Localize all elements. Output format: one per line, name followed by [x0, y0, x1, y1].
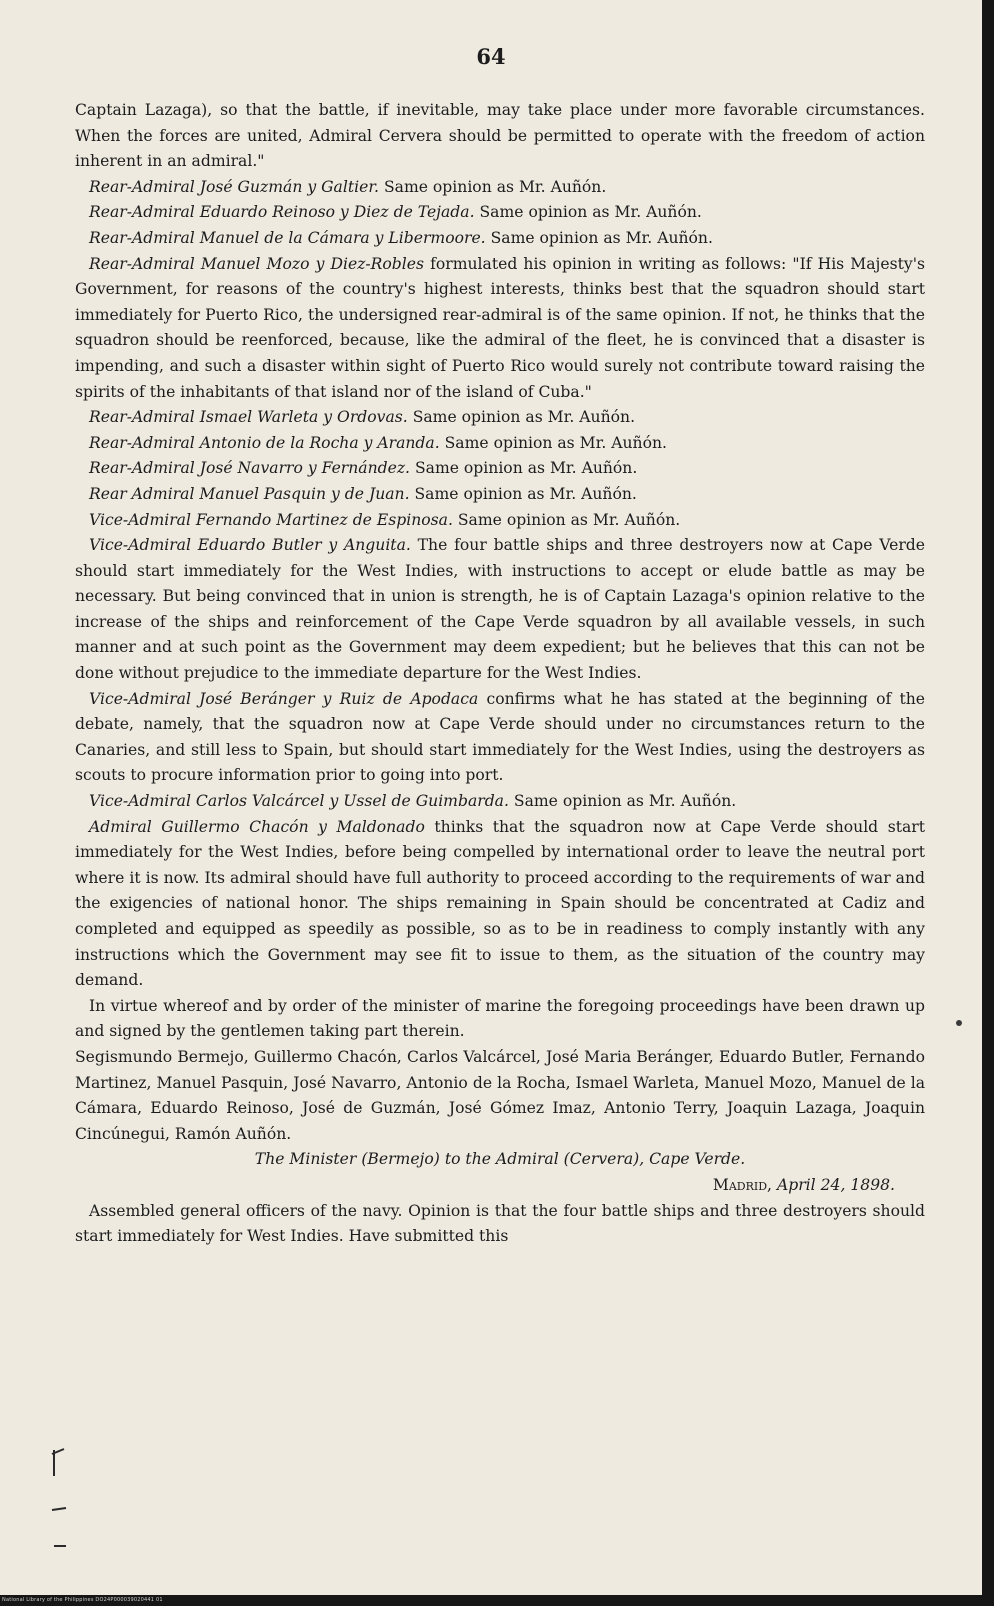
opinion-camara	[75, 226, 925, 252]
opinion-martinez	[75, 508, 925, 534]
officer-name: Vice-Admiral Eduardo Butler y Anguita.	[89, 536, 411, 555]
opinion-text: thinks that the squadron now at Cape Verde should start immediately for the West Indies, before being compelled by international order to leave the neutral port where it is now. Its admiral should have full authority to proceed according to the requirements of war and the exigencies of national honor. The ships remaining in Spain should be concentrated at Cadiz and completed and equipped as speedily as possible, so as to be in readiness to comply instantly with any instructions which the Government may see fit to issue to them, as the situation of the country may demand.	[75, 817, 925, 990]
officer-name: Rear Admiral Manuel Pasquin y de Juan.	[89, 484, 410, 503]
opinion-text: formulated his opinion in writing as follows: "If His Majesty's Government, for reasons of the country's highest interests, thinks best that the squadron should start immediately for Puerto Rico, the undersigned rear-admiral is of the same opinion. If not, he thinks that the squadron should be reenforced, because, like the admiral of the fleet, he is convinced that a disaster is impending, and such a disaster within sight of Puerto Rico would surely not contribute toward raising the spirits of the inhabitants of that island nor of the island of Cuba."	[75, 254, 925, 401]
opinion-text: Same opinion as Mr. Auñón.	[474, 203, 702, 222]
opinion-text: confirms what he has stated at the beginning of the debate, namely, that the squadron now at Cape Verde should under no circumstances return to the Canaries, and still less to Spain, but should start immediately for the West Indies, using the destroyers as scouts to procure information prior to going into port.	[75, 689, 925, 785]
officer-name: Rear-Admiral Ismael Warleta y Ordovas.	[89, 408, 408, 427]
opinion-reinoso	[75, 200, 925, 226]
opinion-text: Same opinion as Mr. Auñón.	[452, 510, 681, 529]
scan-speck	[956, 1020, 962, 1026]
opinion-butler	[75, 533, 925, 687]
opinion-navarro	[75, 456, 925, 482]
signature-list: Segismundo Bermejo, Guillermo Chacón, Carlos Valcárcel, José Maria Beránger, Eduardo Butler, Fernando Martinez, Manuel Pasquin, José Navarro, Antonio de la Rocha, Ismael Warleta, Manuel Mozo, Manuel de la Cámara, Eduardo Reinoso, José de Guzmán, José Gómez Imaz, Antonio Terry, Joaquin Lazaga, Joaquin Cincúnegui, Ramón Auñón.	[75, 1047, 925, 1143]
body-text	[75, 98, 925, 1250]
opinion-warleta	[75, 405, 925, 431]
opinion-guzman	[75, 175, 925, 201]
dispatch-city: Madrid,	[712, 1175, 772, 1194]
opinion-rocha	[75, 431, 925, 457]
officer-name: Vice-Admiral Fernando Martinez de Espinosa.	[89, 510, 453, 529]
closing-paragraph: In virtue whereof and by order of the minister of marine the foregoing proceedings have been drawn up and signed by the gentlemen taking part therein.	[75, 996, 925, 1041]
opinion-pasquin	[75, 482, 925, 508]
officer-name: Rear-Admiral Eduardo Reinoso y Diez de Tejada.	[89, 203, 475, 222]
officer-name: Rear-Admiral José Guzmán y Galtier.	[89, 177, 380, 196]
officer-name: Rear-Admiral Manuel Mozo y Diez-Robles	[89, 254, 425, 273]
opinion-text: The four battle ships and three destroyers now at Cape Verde should start immediately for the West Indies, with instructions to accept or elude battle as may be necessary. But being convinced that in union is strength, he is of Captain Lazaga's opinion relative to the increase of the ships and reinforcement of the Cape Verde squadron by all available vessels, in such manner and at such point as the Government may deem expedient; but he believes that this can not be done without prejudice to the immediate departure for the West Indies.	[75, 536, 925, 683]
opinion-beranger	[75, 687, 925, 789]
opinion-text: Same opinion as Mr. Auñón.	[439, 433, 667, 452]
dispatch-heading: The Minister (Bermejo) to the Admiral (Cervera), Cape Verde.	[254, 1150, 746, 1169]
officer-name: Vice-Admiral José Beránger y Ruiz de Apodaca	[89, 689, 479, 708]
paragraph-continuation: Captain Lazaga), so that the battle, if inevitable, may take place under more favorable circumstances. When the forces are united, Admiral Cervera should be permitted to operate with the freedom of action inherent in an admiral."	[75, 101, 925, 171]
dispatch-body: Assembled general officers of the navy. Opinion is that the four battle ships and three destroyers should start immediately for West Indies. Have submitted this	[75, 1201, 925, 1246]
officer-name: Rear-Admiral Manuel de la Cámara y Libermoore.	[89, 228, 486, 247]
margin-mark-icon	[46, 1446, 70, 1556]
officer-name: Rear-Admiral Antonio de la Rocha y Aranda.	[89, 433, 440, 452]
opinion-mozo	[75, 252, 925, 406]
opinion-chacon	[75, 815, 925, 994]
officer-name: Rear-Admiral José Navarro y Fernández.	[89, 459, 411, 478]
opinion-text: Same opinion as Mr. Auñón.	[409, 484, 637, 503]
opinion-text: Same opinion as Mr. Auñón.	[407, 408, 636, 427]
opinion-text: Same opinion as Mr. Auñón.	[508, 792, 737, 811]
opinion-valcarcel	[75, 789, 925, 815]
page-number: 64	[476, 44, 506, 69]
officer-name: Vice-Admiral Carlos Valcárcel y Ussel de Guimbarda.	[89, 792, 509, 811]
dispatch-dateline	[75, 1173, 925, 1199]
dispatch-date: April 24, 1898.	[776, 1175, 895, 1194]
officer-name: Admiral Guillermo Chacón y Maldonado	[89, 817, 425, 836]
opinion-text: Same opinion as Mr. Auñón.	[485, 228, 713, 247]
opinion-text: Same opinion as Mr. Auñón.	[379, 177, 607, 196]
scan-footer: National Library of the Philippines DO24P000039020441 01	[2, 1597, 163, 1603]
opinion-text: Same opinion as Mr. Auñón.	[410, 459, 638, 478]
